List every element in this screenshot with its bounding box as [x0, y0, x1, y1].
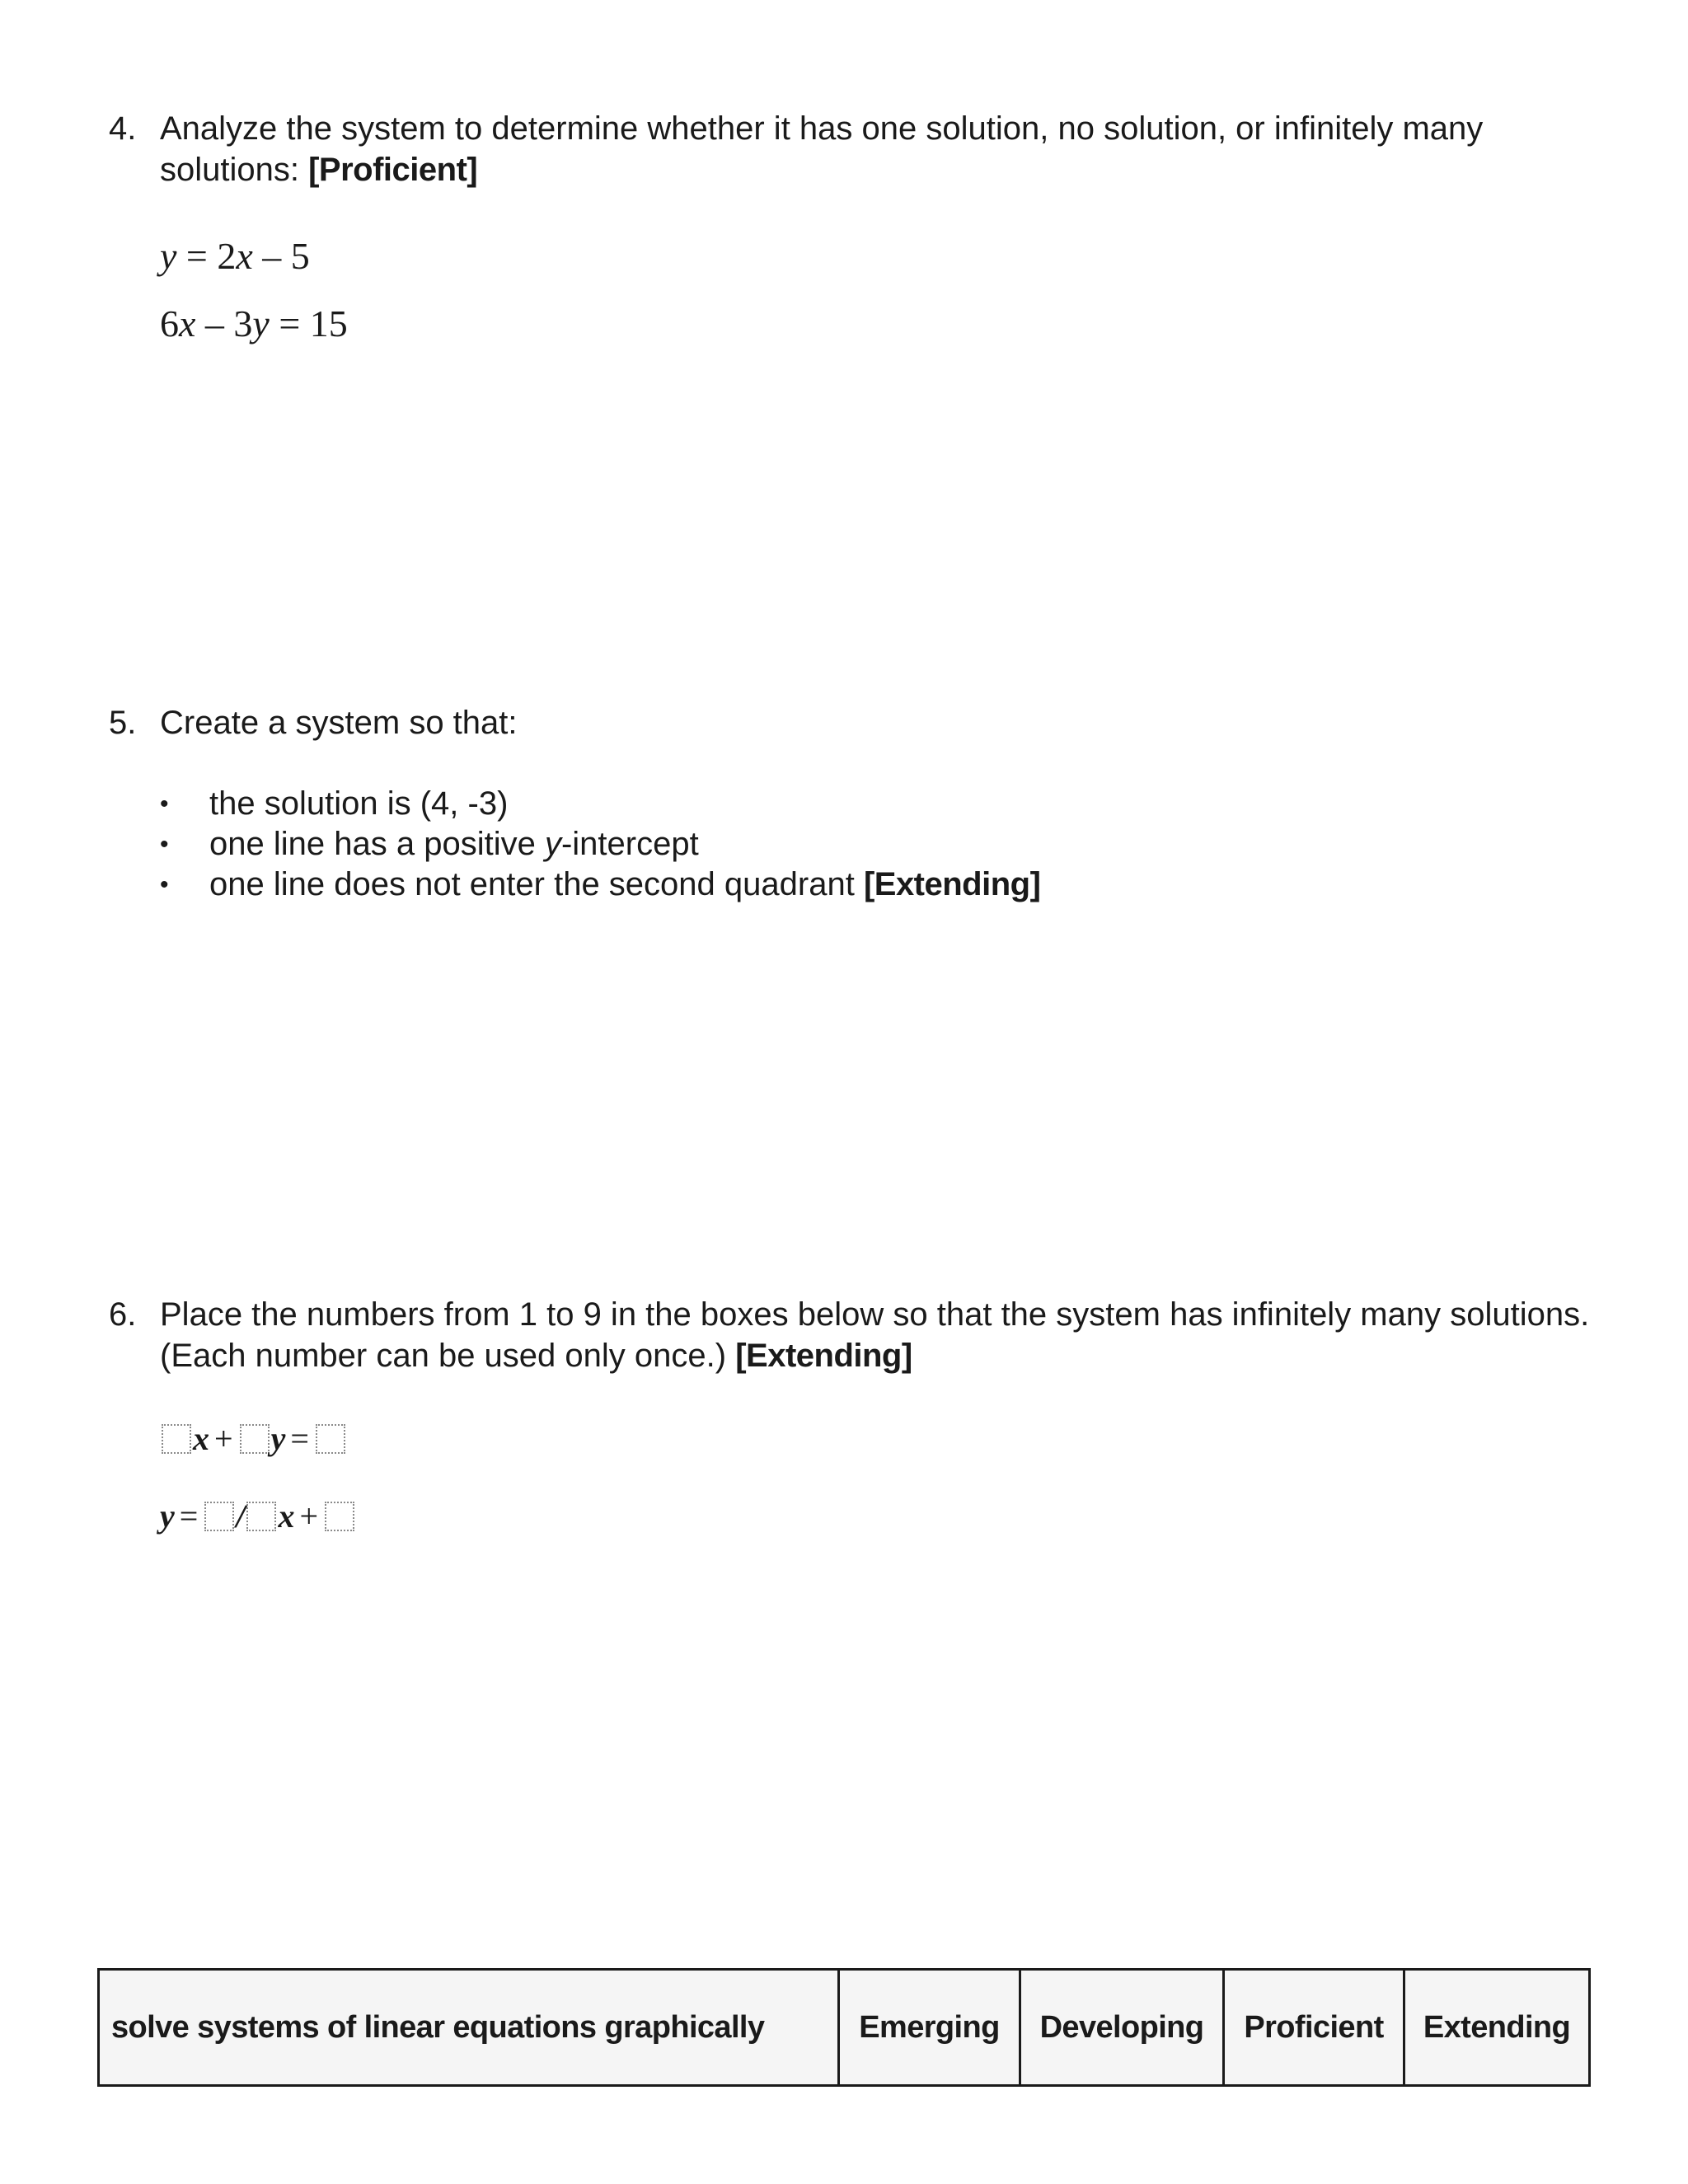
rubric-level-developing[interactable]: Developing — [1021, 1971, 1225, 2084]
bullet-icon: • — [160, 790, 169, 818]
question-text: Create a system so that: — [160, 705, 518, 741]
question-text — [160, 108, 1611, 190]
answer-box[interactable] — [204, 1502, 234, 1531]
question-number: 5. — [109, 705, 137, 741]
question-prompt: Analyze the system to determine whether it has one solution, no solution, or infinitely many solutions: — [160, 110, 1484, 188]
rubric-skill: solve systems of linear equations graphically — [100, 1971, 840, 2084]
answer-box[interactable] — [325, 1502, 354, 1531]
answer-box[interactable] — [316, 1424, 345, 1454]
question-number: 6. — [109, 1296, 137, 1333]
rubric-level-extending[interactable]: Extending — [1423, 2009, 1571, 2045]
answer-box[interactable] — [240, 1424, 270, 1454]
answer-box[interactable] — [162, 1424, 191, 1454]
rubric-level-proficient[interactable]: Proficient — [1225, 1971, 1405, 2084]
bullet-icon: • — [160, 831, 169, 858]
box-equation-1: x + y = — [160, 1421, 347, 1457]
question-prompt: Place the numbers from 1 to 9 in the boxes below so that the system has infinitely many solutions. (Each number can be used only once.) — [160, 1296, 1590, 1374]
box-equation-2: y = / x + — [160, 1498, 356, 1535]
question-text — [160, 1294, 1611, 1376]
rubric-table — [97, 1968, 1591, 2087]
level-tag: [Extending] — [735, 1338, 912, 1374]
bullet-icon: • — [160, 871, 169, 898]
question-number: 4. — [109, 110, 137, 147]
level-tag: [Extending] — [863, 866, 1041, 902]
equation-1: y = 2x – 5 — [160, 235, 310, 277]
equation-2: 6x – 3y = 15 — [160, 302, 348, 344]
answer-box[interactable] — [246, 1502, 276, 1531]
rubric-level-emerging[interactable]: Emerging — [840, 1971, 1021, 2084]
level-tag: [Proficient] — [308, 152, 478, 188]
